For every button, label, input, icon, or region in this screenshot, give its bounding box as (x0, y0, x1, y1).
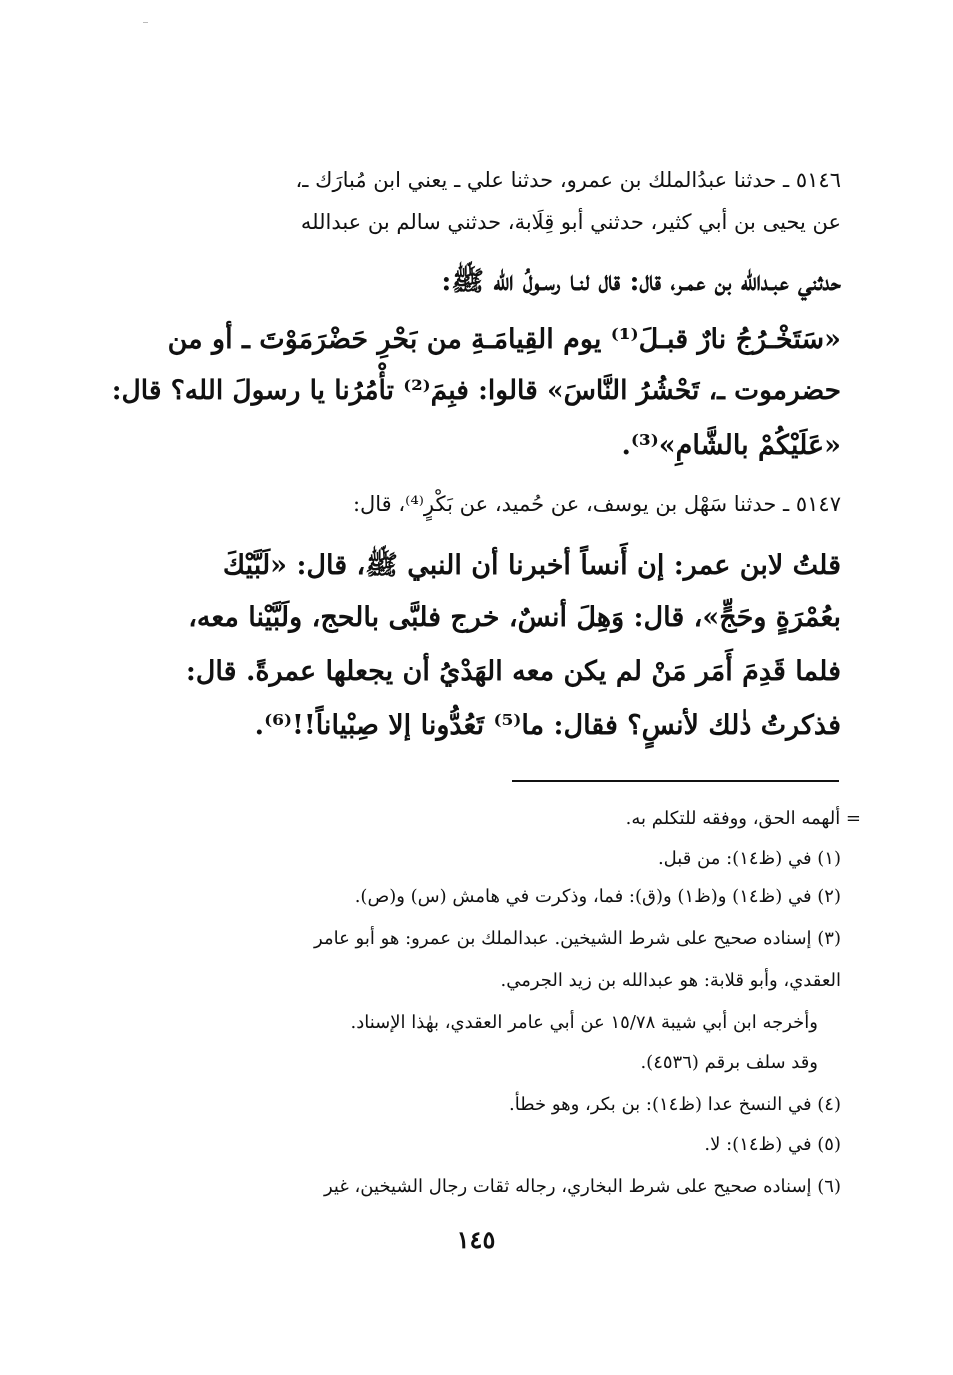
footnote-3-line-2: العقدي، وأبو قلابة: هو عبدالله بن زيد الجرمي. (500, 970, 841, 991)
footnote-3-line-4: وقد سلف برقم (٤٥٣٦). (640, 1052, 818, 1073)
footnote-3-line-1: (٣) إسناده صحيح على شرط الشيخين. عبدالملك بن عمرو: هو أبو عامر (314, 928, 841, 949)
footnote-5: (٥) في (ظ١٤): لا. (704, 1134, 841, 1155)
hadith-5147-matn-line-3: فلما قَدِمَ أَمَر مَنْ لم يكن معه الهَدْيُ أن يجعلها عمرةً. قال: (185, 656, 841, 687)
hadith-5146-matn-line-2: «سَتَخْـرُجُ نارٌ قبـلَ⁽¹⁾ يوم القِيامَـةِ من بَحْرِ حَضْرَمَوْتَ ـ أو من (167, 324, 841, 355)
hadith-5147-matn-line-2: بعُمْرَةٍ وحَجٍّ»، قال: وَهِلَ أنسٌ، خرج فلبَّى بالحج، ولَبَّيْنا معه، (188, 602, 841, 633)
scan-mark (143, 22, 148, 23)
hadith-5147-matn-line-4: فذكرتُ ذٰلك لأنسٍ؟ فقال: ما⁽⁵⁾ تَعُدُّونا إلا صِبْياناً!!⁽⁶⁾. (254, 710, 841, 741)
hadith-5146-matn-line-3: حضرموت ـ، تَحْشُرُ النَّاسَ» قالوا: فبِمَ⁽²⁾ تأْمُرُنا يا رسولَ الله؟ قال: (111, 375, 841, 406)
footnote-1: (١) في (ظ١٤): من قبل. (657, 848, 841, 869)
footnote-separator (512, 780, 839, 782)
hadith-5146-isnad-line-1: ٥١٤٦ ـ حدثنا عبدُالملك بن عمرو، حدثنا علي ـ يعني ابن مُبارَك ـ، (295, 168, 841, 192)
footnote-continuation: = ألهمه الحق، ووفقه للتكلم به. (625, 808, 861, 829)
hadith-5147-isnad-line-1: ٥١٤٧ ـ حدثنا سَهْل بن يوسف، عن حُميد، عن بَكْرٍ⁽⁴⁾، قال: (352, 492, 841, 516)
hadith-5147-matn-line-1: قلتُ لابن عمر: إن أَنساً أخبرنا أن النبي ﷺ، قال: «لَبَّيْكَ (222, 550, 841, 581)
footnote-2: (٢) في (ظ١٤) و(ظ١) و(ق): فما، وذكرت في هامش (س) و(ص). (354, 886, 841, 907)
hadith-5146-matn-line-1: حدثني عبـدالله بن عمـر، قال: قال لنـا رسـولُ الله ﷺ: (441, 266, 841, 297)
hadith-5146-matn-line-4: «عَلَيْكُمْ بالشَّامِ»⁽³⁾. (621, 430, 841, 461)
footnote-4: (٤) في النسخ عدا (ظ١٤): بن بكر، وهو خطأ. (509, 1094, 841, 1115)
footnote-6-line-1: (٦) إسناده صحيح على شرط البخاري، رجاله ثقات رجال الشيخين، غير (324, 1176, 841, 1197)
page-number: ١٤٥ (456, 1225, 496, 1254)
hadith-5146-isnad-line-2: عن يحيى بن أبي كثير، حدثني أبو قِلَابة، حدثني سالم بن عبدالله (300, 210, 841, 234)
footnote-3-line-3: وأخرجه ابن أبي شيبة ١٥/٧٨ عن أبي عامر العقدي، بهٰذا الإسناد. (350, 1012, 818, 1033)
